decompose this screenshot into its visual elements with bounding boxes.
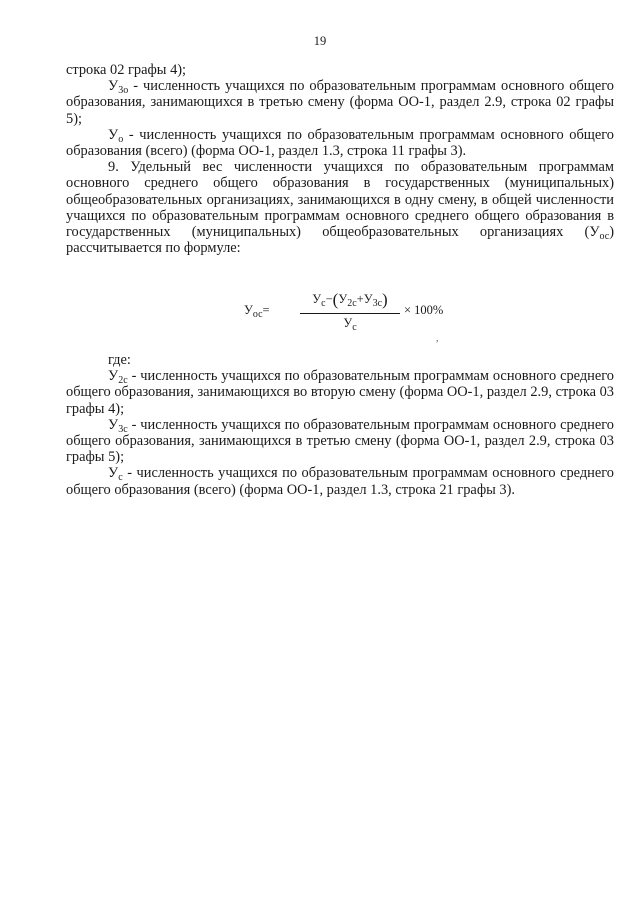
formula-symbol: У bbox=[244, 303, 253, 317]
formula-equals: = bbox=[262, 303, 270, 317]
fraction-bar bbox=[300, 313, 400, 314]
symbol-subscript: 3о bbox=[118, 85, 129, 97]
symbol-subscript: с bbox=[118, 472, 123, 484]
formula-minus: − bbox=[325, 292, 333, 306]
paragraph-tail: ) рассчитывается по формуле: bbox=[66, 224, 614, 257]
formula-symbol: У bbox=[343, 316, 353, 330]
formula-subscript: с bbox=[321, 298, 326, 309]
definition-u2c bbox=[66, 368, 614, 417]
formula-lhs bbox=[244, 303, 270, 318]
formula-symbol: У bbox=[338, 292, 348, 306]
symbol: У bbox=[108, 465, 119, 482]
symbol-subscript: 2с bbox=[118, 375, 128, 387]
formula-subscript: с bbox=[352, 322, 357, 333]
definition-text: - численность учащихся по образовательным программам основного среднего общего образования, занимающихся во вторую смену (форма ОО-1, раздел 2.9, строка 03 графы 4); bbox=[66, 368, 614, 417]
symbol: У bbox=[589, 224, 600, 241]
definition-text: - численность учащихся по образовательным программам основного среднего общего образования, занимающихся в третью смену (форма ОО-1, раздел 2.9, строка 03 графы 5); bbox=[66, 416, 614, 466]
formula-paren: ) bbox=[382, 290, 388, 309]
formula-numerator bbox=[300, 290, 400, 310]
definition-u3o bbox=[66, 78, 614, 127]
paragraph-continuation: строка 02 графы 4); bbox=[66, 62, 187, 78]
symbol: У bbox=[108, 416, 119, 433]
symbol: У bbox=[108, 78, 119, 95]
formula-symbol: У bbox=[312, 292, 322, 306]
page-number: 19 bbox=[313, 34, 327, 48]
formula-symbol: У bbox=[363, 292, 373, 306]
definition-uc bbox=[66, 465, 614, 497]
definition-text: - численность учащихся по образовательным программам основного общего образования (всего) (форма ОО-1, раздел 1.3, строка 11 графы 3). bbox=[66, 126, 614, 160]
symbol: У bbox=[108, 126, 119, 143]
formula-multiplier: × 100% bbox=[404, 303, 444, 317]
definition-text: - численность учащихся по образовательным программам основного общего образования, занимающихся в третью смену (форма ОО-1, раздел 2.9, строка 02 графы 5); bbox=[66, 78, 614, 127]
definition-text: - численность учащихся по образовательным программам основного среднего общего образования (всего) (форма ОО-1, раздел 1.3, строка 21 графы 3). bbox=[66, 465, 614, 498]
formula-fraction bbox=[300, 290, 400, 331]
formula-subscript: ос bbox=[252, 309, 263, 320]
symbol-subscript: ос bbox=[599, 231, 610, 243]
formula-paren: ( bbox=[332, 290, 339, 309]
formula-subscript: 3с bbox=[372, 298, 383, 309]
formula-plus: + bbox=[356, 292, 364, 306]
formula-trailing-comma: , bbox=[436, 333, 439, 344]
text-block-bottom bbox=[66, 352, 614, 498]
symbol-subscript: 3с bbox=[118, 423, 128, 435]
definition-uo bbox=[66, 127, 614, 159]
formula-subscript: 2с bbox=[347, 298, 357, 309]
formula-denominator bbox=[300, 316, 400, 331]
text-block-top bbox=[66, 62, 614, 256]
definition-u3c bbox=[66, 417, 614, 466]
paragraph-text: 9. Удельный вес численности учащихся по образовательным программам основного среднего общего образования в государственных (муниципальных) общеобразовательных организациях, занимающихся в одну смену, в общей численности учащихся по образовательным программам основного среднего общего образования в государственных (муниципальных) общеобразовательных организациях ( bbox=[66, 159, 614, 241]
paragraph-item-9 bbox=[66, 159, 614, 256]
symbol: У bbox=[108, 368, 119, 385]
where-label: где: bbox=[108, 352, 131, 368]
formula bbox=[244, 290, 484, 340]
symbol-subscript: о bbox=[118, 133, 124, 145]
